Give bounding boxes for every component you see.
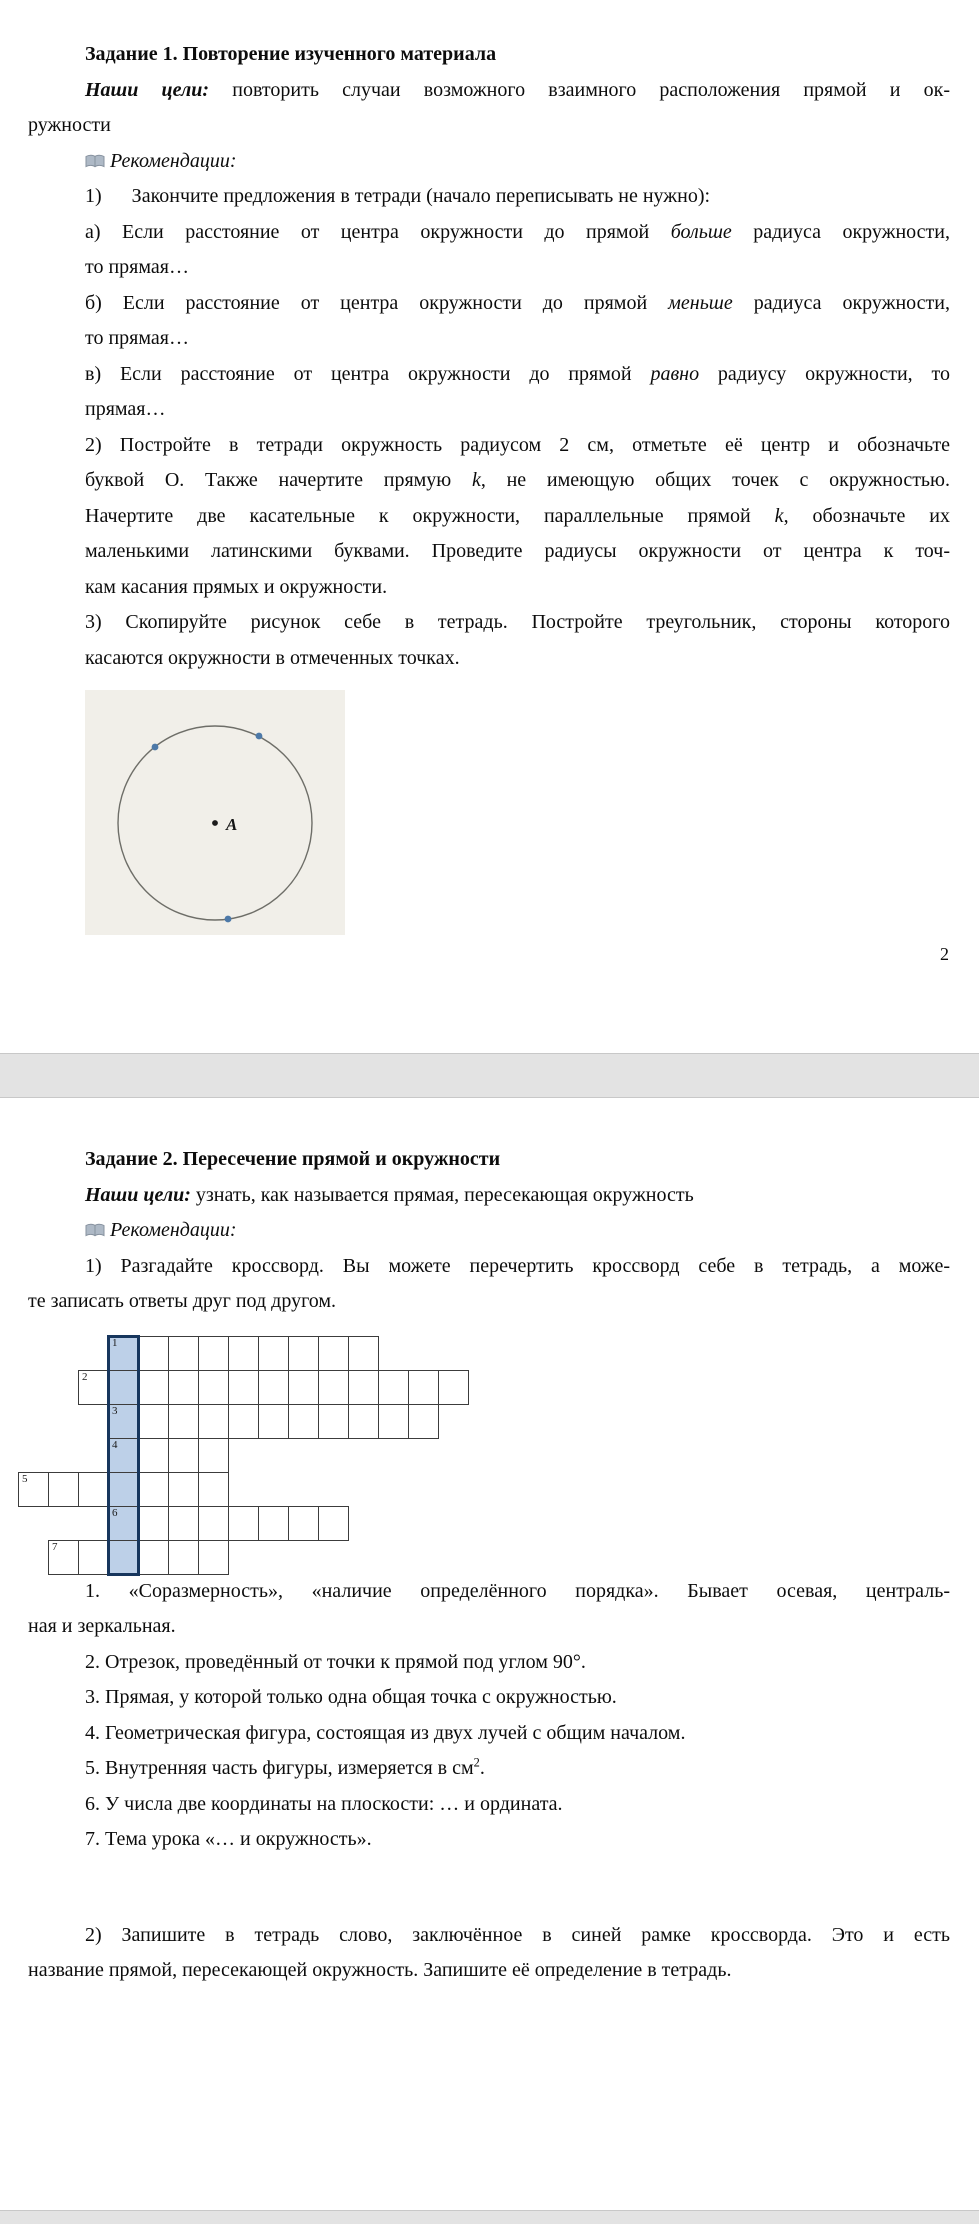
text-run: Задание 2. Пересечение прямой и окружности [85,1148,501,1170]
text-run: узнать, как называется прямая, пересекающая окружность [195,1183,694,1206]
crossword-row-number: 7 [52,1540,58,1553]
crossword-cell [168,1438,199,1473]
text-run: 2 [473,1755,480,1770]
text-run: 5. Внутренняя часть фигуры, измеряется в см [85,1757,474,1779]
crossword-cell [198,1370,229,1405]
text-line [85,1142,950,1178]
text-line [28,1284,950,1320]
crossword-cell [138,1370,169,1405]
text-run: кам касания прямых и окружности. [85,575,388,598]
text-run: те записать ответы друг под другом. [28,1290,337,1312]
text-line [85,179,950,215]
text-line [85,1680,950,1716]
crossword-cell [378,1370,409,1405]
crossword-cell [138,1404,169,1439]
text-line [85,499,950,535]
crossword-cell [408,1370,439,1405]
text-line [28,1953,950,1989]
crossword-cell [318,1506,349,1541]
text-run: касаются окружности в отмеченных точках. [85,646,460,669]
text-line [85,321,950,357]
text-run: то прямая… [85,327,189,349]
circle-figure [85,690,345,935]
crossword-row-number: 1 [112,1336,118,1349]
text-run: ружности [28,114,111,136]
text-run: прямая… [85,398,166,420]
page-separator [0,1053,979,1098]
marked-point [256,733,263,740]
crossword-cell [138,1438,169,1473]
crossword-cell [438,1370,469,1405]
crossword-cell [78,1370,109,1405]
text-run: k [471,469,481,491]
text-run: больше [670,220,732,243]
page-2-bottom-text [0,1918,979,1989]
text-run: 3. Прямая, у которой только одна общая точка с окружностью. [85,1686,617,1708]
crossword-grid [0,1336,979,1574]
spacer [0,1858,979,1918]
page-1-text [0,37,979,676]
text-line [85,1918,950,1954]
crossword-cell [18,1472,49,1507]
marked-point [225,916,232,923]
crossword-cell [228,1336,259,1371]
page-2-intro-text [0,1142,979,1320]
crossword-cell [108,1404,139,1439]
text-run: название прямой, пересекающей окружность. Запишите её определение в тетрадь. [28,1959,732,1981]
text-line [85,215,950,251]
text-run: б) Если расстояние от центра окружности до прямой [85,291,669,314]
text-run: маленькими латинскими буквами. Проведите радиусы окружности от центра к точ- [85,540,950,562]
crossword-cell [108,1472,139,1507]
text-run: 4. Геометрическая фигура, состоящая из двух лучей с общим началом. [85,1721,686,1744]
text-run: k [774,504,784,527]
text-line [85,534,950,570]
crossword-row-number: 3 [112,1404,118,1417]
text-line [85,144,950,180]
text-line [85,250,950,286]
crossword-cell [108,1438,139,1473]
crossword-cell [258,1404,289,1439]
text-line [85,286,950,322]
text-line [85,428,950,464]
crossword-cell [198,1506,229,1541]
text-line [85,1751,950,1787]
crossword-row-number: 4 [112,1438,118,1451]
crossword-row-number: 6 [112,1506,118,1519]
text-line [85,1249,950,1285]
text-line [28,108,950,144]
crossword-row-number: 5 [22,1472,28,1485]
text-line [85,605,950,641]
marked-point [152,744,159,751]
crossword-cell [198,1438,229,1473]
crossword-cell [228,1370,259,1405]
crossword-cell [348,1336,379,1371]
crossword-cell [348,1370,379,1405]
text-run: Закончите предложения в тетради (начало переписывать не нужно): [131,185,711,207]
crossword-cell [288,1336,319,1371]
text-run: 7. Тема урока «… и окружность». [85,1828,372,1850]
text-run: радиуса окружности, [731,220,950,243]
text-run: меньше [668,291,733,314]
page-2 [0,1098,979,2210]
crossword-cell [348,1404,379,1439]
figure-background [85,690,345,935]
page-number: 2 [940,944,949,964]
crossword-cell [168,1404,199,1439]
crossword-cell [138,1336,169,1371]
crossword-cell [288,1370,319,1405]
text-run: то прямая… [85,256,189,278]
text-run: Задание 1. Повторение изученного материала [85,43,497,65]
text-run: 1) Разгадайте кроссворд. Вы можете перечертить кроссворд себе в тетрадь, а може- [85,1254,950,1277]
crossword-row-number: 2 [82,1370,88,1383]
crossword-cell [138,1506,169,1541]
crossword-cell [258,1370,289,1405]
text-run: , обозначьте их [783,504,950,527]
text-line [85,1822,950,1858]
crossword-cell [258,1336,289,1371]
text-run: радиуса окружности, [732,291,950,314]
crossword-cell [198,1336,229,1371]
crossword-cell [108,1336,139,1371]
crossword-cell [378,1404,409,1439]
text-run: буквой О. Также начертите прямую [85,469,472,491]
crossword-clues [0,1574,979,1858]
book-icon [85,1215,105,1251]
text-run: Наши цели: [85,1183,196,1206]
crossword-cell [228,1404,259,1439]
crossword-cell [168,1370,199,1405]
text-run: Рекомендации: [110,149,237,172]
crossword-cell [168,1336,199,1371]
text-run: 1. «Соразмерность», «наличие определённого порядка». Бывает осевая, централь- [85,1579,950,1602]
crossword-cell [138,1540,169,1575]
crossword-cell [108,1370,139,1405]
crossword-cell [168,1540,199,1575]
text-line [28,1609,950,1645]
text-run: повторить случаи возможного взаимного расположения прямой и ок- [232,78,951,101]
crossword-cell [78,1540,109,1575]
text-run: равно [650,362,700,385]
text-run: 2. Отрезок, проведённый от точки к прямой под углом 90°. [85,1650,586,1673]
text-line [85,463,950,499]
crossword-cell [228,1506,259,1541]
text-line [85,1645,950,1681]
crossword-cell [78,1472,109,1507]
text-run: а) Если расстояние от центра окружности до прямой [85,220,671,243]
crossword-cell [258,1506,289,1541]
text-run: 3) Скопируйте рисунок себе в тетрадь. Постройте треугольник, стороны которого [85,611,950,633]
crossword-cell [48,1540,79,1575]
center-point [212,820,218,826]
center-label: A [226,815,238,834]
text-line [85,570,950,606]
text-line [85,641,950,677]
crossword-cell [48,1472,79,1507]
book-icon [85,146,105,182]
text-run: радиусу окружности, то [699,362,950,385]
next-page-separator [0,2210,979,2224]
text-line [85,1787,950,1823]
crossword-cell [318,1404,349,1439]
crossword-cell [198,1540,229,1575]
crossword-cell [318,1370,349,1405]
text-run: Рекомендации: [110,1219,237,1241]
crossword-cell [138,1472,169,1507]
text-run: 6. У числа две координаты на плоскости: … и ордината. [85,1792,563,1815]
crossword-cell [198,1472,229,1507]
text-run: Начертите две касательные к окружности, параллельные прямой [85,504,775,527]
crossword-cell [108,1506,139,1541]
circle-figure-svg [85,690,345,935]
text-line [85,1716,950,1752]
crossword-cell [168,1506,199,1541]
text-run: . [479,1757,485,1779]
text-run: , не имеющую общих точек с окружностью. [480,469,950,491]
text-line [85,1574,950,1610]
text-line [85,1178,950,1214]
text-run: 2) Запишите в тетрадь слово, заключённое в синей рамке кроссворда. Это и есть [85,1923,950,1946]
text-run: в) Если расстояние от центра окружности до прямой [85,362,651,385]
text-line [85,357,950,393]
text-line [85,1213,950,1249]
page-1 [0,0,979,1053]
text-run: 2) Постройте в тетради окружность радиусом 2 см, отметьте её центр и обозначьте [85,433,950,456]
crossword-cell [198,1404,229,1439]
crossword-cell [288,1506,319,1541]
text-run: ная и зеркальная. [28,1615,176,1637]
crossword-cell [168,1472,199,1507]
crossword-cell [288,1404,319,1439]
crossword-cell [108,1540,139,1575]
text-run: 1) [85,185,102,207]
text-run: Наши цели: [85,78,233,101]
crossword-cell [408,1404,439,1439]
text-line [85,73,950,109]
text-line [85,392,950,428]
crossword-cell [318,1336,349,1371]
text-line [85,37,950,73]
